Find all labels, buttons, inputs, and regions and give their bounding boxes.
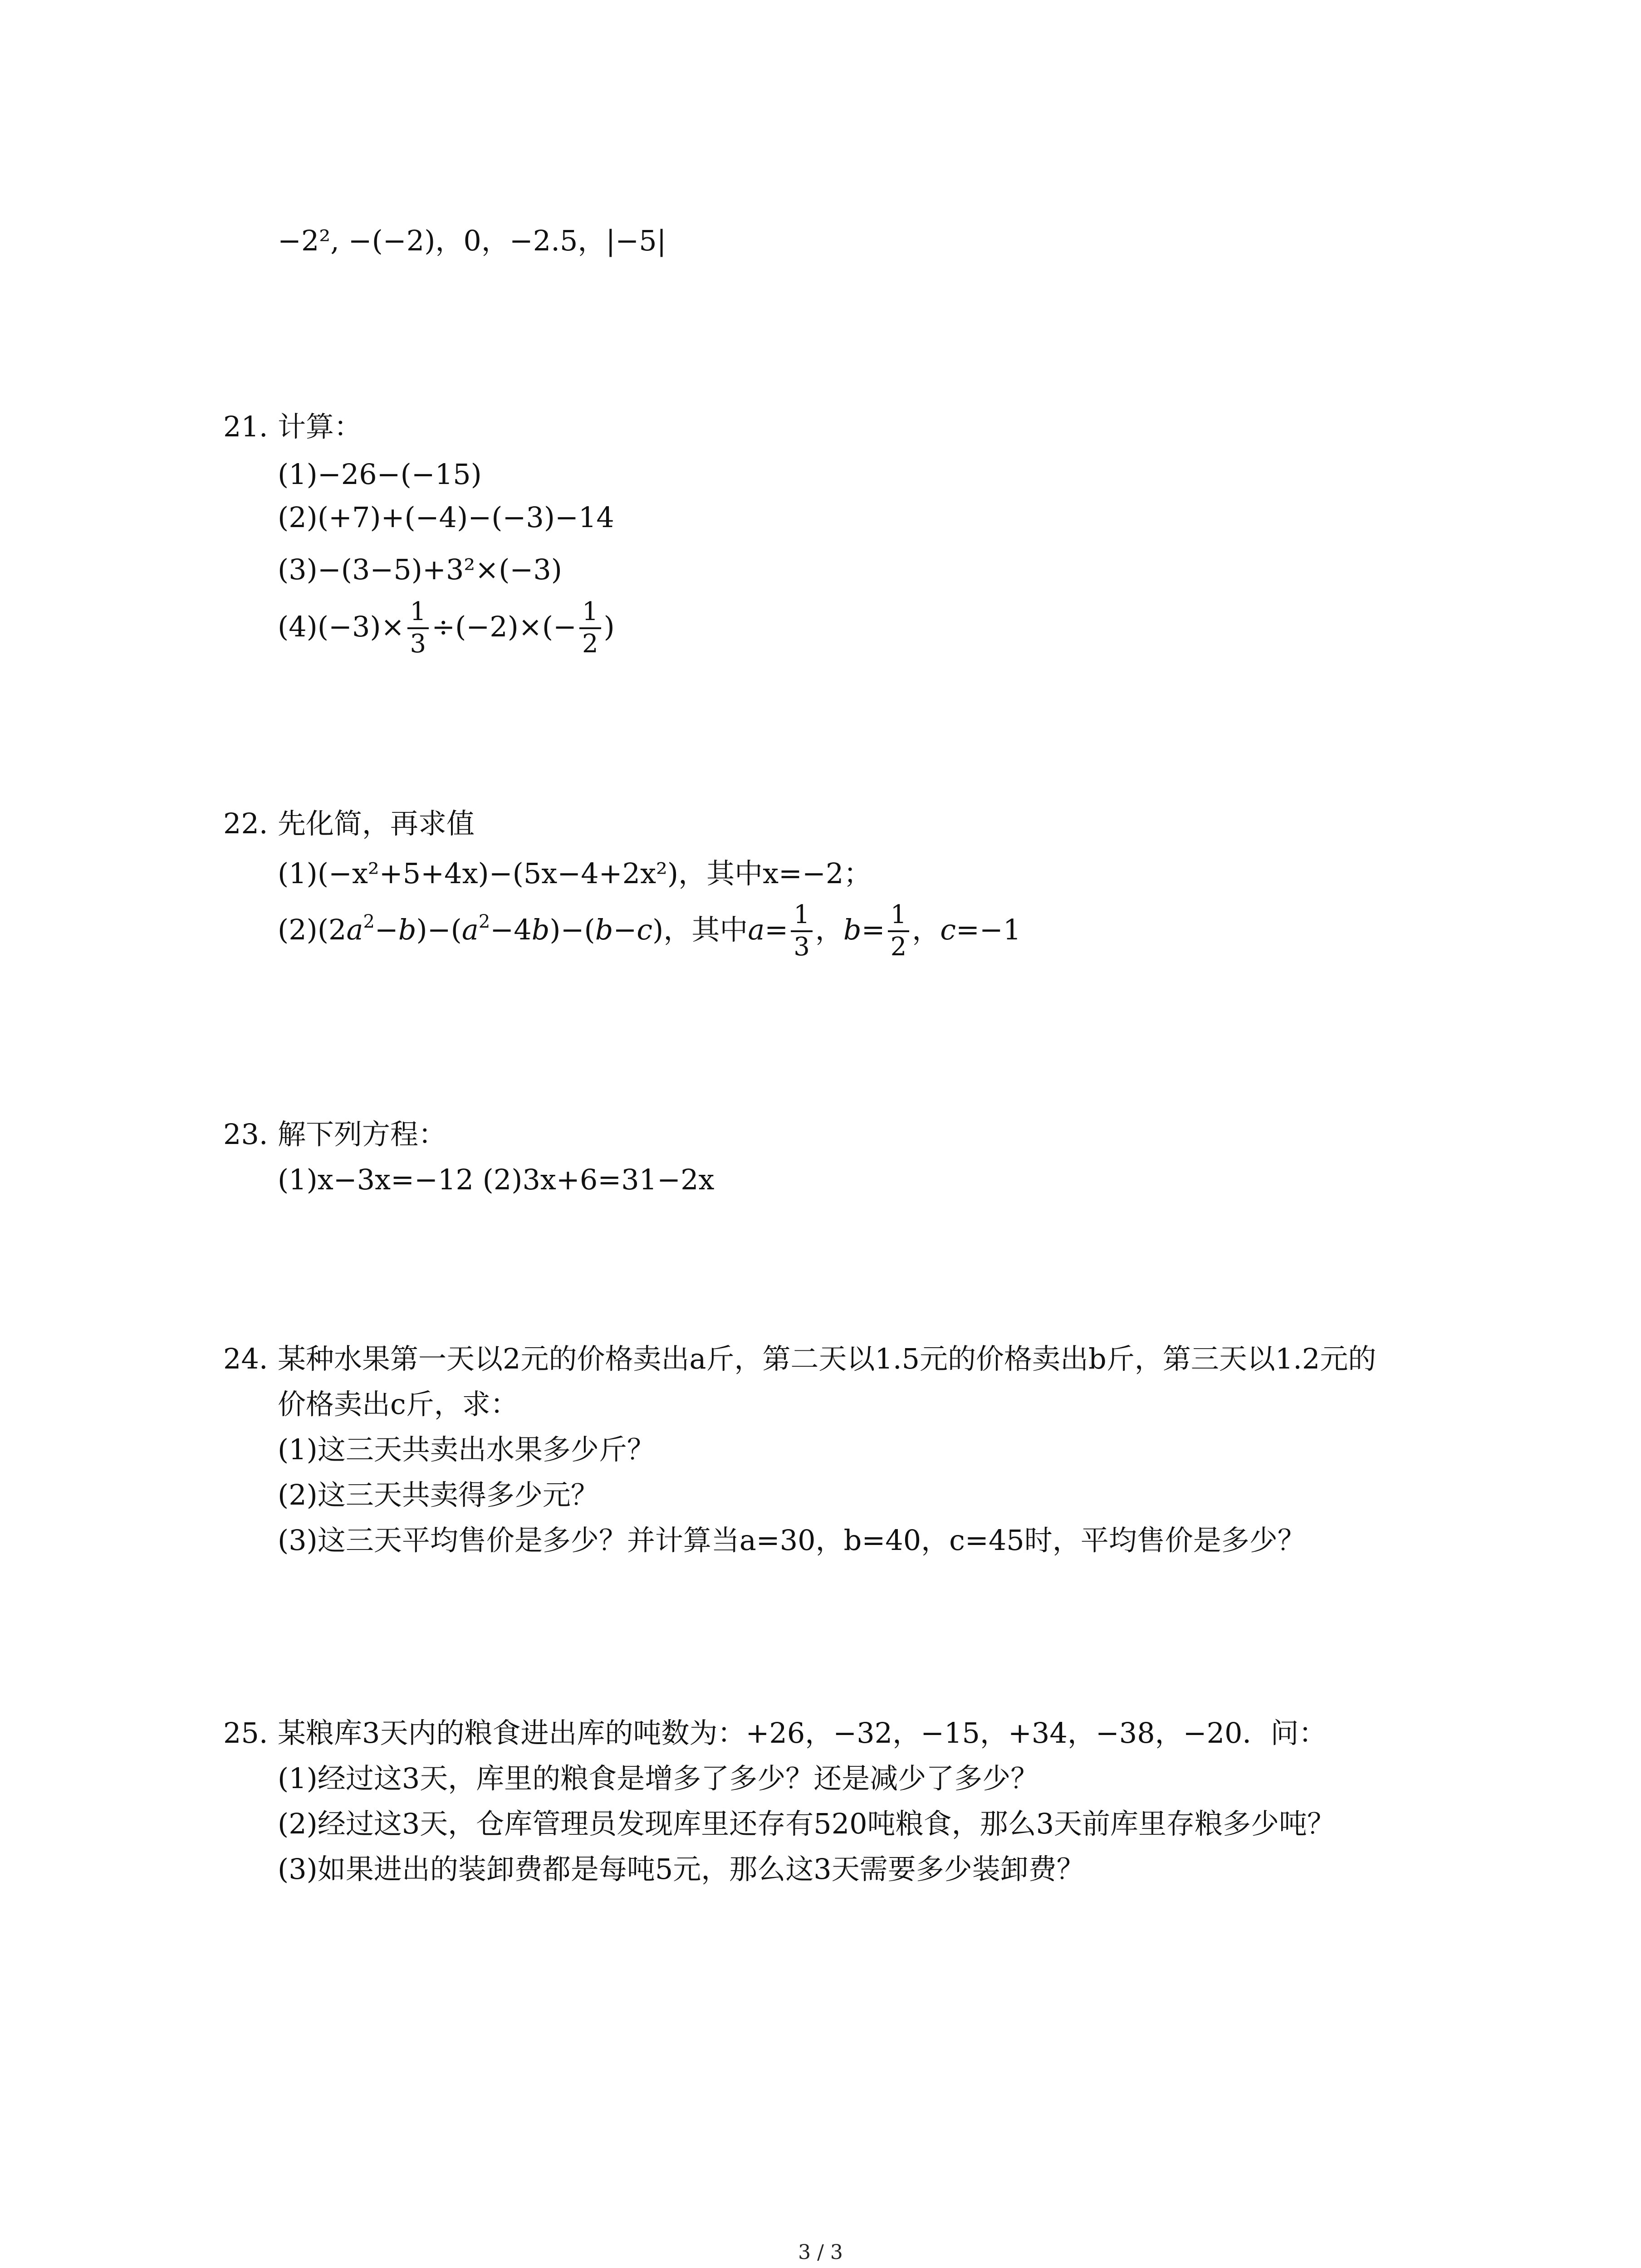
question-21-item-4	[278, 597, 615, 659]
item-text: (1)经过这3天，库里的粮食是增多了多少？还是减少了多少？	[278, 1762, 1039, 1795]
item-4-rendered: (4)(−3)× $\frac{1}{3}$ ÷(−2)×(− $\frac{1}{2}$ )	[278, 597, 615, 659]
question-25-item-3	[278, 1853, 1085, 1886]
question-title-continued: 价格卖出c斤，求：	[278, 1388, 519, 1421]
question-25-item-2	[278, 1807, 1336, 1840]
item-text: (3)这三天平均售价是多少？并计算当a=30，b=40，c=45时，平均售价是多少？	[278, 1524, 1306, 1557]
question-21-title	[223, 410, 362, 443]
question-title: 先化简，再求值	[278, 807, 475, 840]
question-number: 22.	[223, 807, 268, 840]
question-title: 某粮库3天内的粮食进出库的吨数为：+26，−32，−15，+34，−38，−20．问：	[278, 1716, 1327, 1750]
question-title: 计算：	[278, 410, 362, 443]
fraction-one-half: $\frac{1}{2}$	[579, 599, 601, 658]
question-21-item-3	[278, 553, 562, 586]
question-22-title	[223, 807, 475, 840]
question-number: 24.	[223, 1342, 268, 1375]
fraction-one-half: $\frac{1}{2}$	[888, 902, 910, 961]
item-text: (3)如果进出的装卸费都是每吨5元，那么这3天需要多少装卸费？	[278, 1853, 1085, 1886]
item-text: (1)x−3x=−12 (2)3x+6=31−2x	[278, 1163, 715, 1196]
item-text: (1)这三天共卖出水果多少斤？	[278, 1433, 655, 1466]
question-24-item-3	[278, 1524, 1306, 1557]
question-24-item-2	[278, 1478, 599, 1511]
question-24-title	[223, 1342, 1376, 1375]
item-text: (2)经过这3天，仓库管理员发现库里还存有520吨粮食，那么3天前库里存粮多少吨？	[278, 1807, 1336, 1840]
question-24-title-cont	[278, 1388, 519, 1421]
top-number-list	[278, 224, 666, 257]
fraction-one-third: $\frac{1}{3}$	[407, 599, 429, 658]
fraction-one-third: $\frac{1}{3}$	[791, 902, 813, 961]
item-text: (3)−(3−5)+3²×(−3)	[278, 553, 562, 586]
question-24-item-1	[278, 1433, 655, 1466]
question-number: 23.	[223, 1118, 268, 1151]
question-title: 某种水果第一天以2元的价格卖出a斤，第二天以1.5元的价格卖出b斤，第三天以1.2元的	[278, 1342, 1376, 1375]
question-21-item-1	[278, 460, 482, 489]
question-22-item-1	[278, 857, 872, 890]
question-number: 21.	[223, 410, 268, 443]
item-text: (2)(+7)+(−4)−(−3)−14	[278, 501, 614, 534]
top-number-list-text: −2², −(−2)，0，−2.5，|−5|	[278, 224, 666, 257]
question-22-item-2	[278, 900, 1021, 962]
question-23-item-1	[278, 1163, 715, 1196]
page-number: 3 / 3	[798, 2241, 843, 2264]
question-25-item-1	[278, 1762, 1039, 1795]
item-text: (1)−26−(−15)	[278, 458, 482, 491]
question-title: 解下列方程：	[278, 1118, 447, 1151]
question-25-title	[223, 1716, 1327, 1750]
item-text: (2)这三天共卖得多少元？	[278, 1478, 599, 1511]
question-23-title	[223, 1120, 446, 1149]
question-21-item-2	[278, 503, 614, 532]
item-text: (1)(−x²+5+4x)−(5x−4+2x²)，其中x=−2；	[278, 857, 872, 890]
item-2-rendered: $(2)(2a^2-b)-(a^2-4b)-(b-c)$，其中a= $\frac{1}{3}$ ，b= $\frac{1}{2}$ ，c=−1	[278, 900, 1021, 962]
question-number: 25.	[223, 1716, 268, 1750]
